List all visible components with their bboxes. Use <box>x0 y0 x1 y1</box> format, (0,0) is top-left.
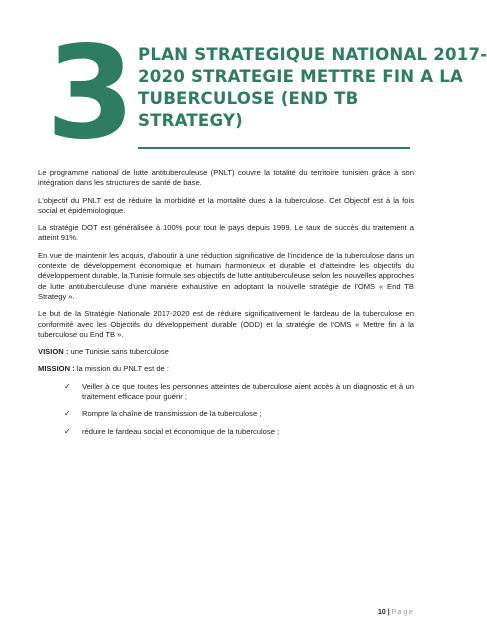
page-footer <box>378 609 414 616</box>
page-label: Page <box>391 609 414 616</box>
checklist-item <box>64 382 414 403</box>
footer-separator: | <box>387 609 390 616</box>
chapter-title <box>138 44 487 132</box>
document-body <box>38 168 414 444</box>
mission-line <box>38 364 414 374</box>
body-paragraph: L'objectif du PNLT est de réduire la morbidité et la mortalité dues à la tuberculose. Cet Objectif est à la fois social et épidémiologique. <box>38 195 414 215</box>
checklist-item-text: réduire le fardeau social et économique de la tuberculose ; <box>82 426 280 436</box>
checkmark-icon: ✓ <box>64 409 71 419</box>
mission-checklist <box>38 382 414 437</box>
checklist-item <box>64 427 414 437</box>
chapter-title-line: STRATEGY) <box>138 111 243 130</box>
vision-label: VISION : <box>38 347 69 357</box>
chapter-title-line: 2020 STRATEGIE METTRE FIN A LA <box>138 67 464 86</box>
title-underline <box>138 147 410 149</box>
checkmark-icon: ✓ <box>64 381 71 391</box>
chapter-number: 3 <box>46 19 132 168</box>
page-number: 10 <box>377 609 386 616</box>
chapter-title-line: PLAN STRATEGIQUE NATIONAL 2017- <box>138 45 487 64</box>
vision-line <box>38 347 414 357</box>
chapter-title-line: TUBERCULOSE (END TB <box>138 89 359 108</box>
body-paragraph: La stratégie DOT est généralisée à 100% pour tout le pays depuis 1999. Le taux de succès du traitement a atteint 91%. <box>38 223 414 243</box>
checkmark-icon: ✓ <box>64 426 71 436</box>
body-paragraph: Le but de la Stratégie Nationale 2017-2020 est de réduire significativement le fardeau de la tuberculose en conformité avec les Objectifs du développement durable (ODD) et la stratégie de l'OMS « Mettre fin à la tuberculose ou End TB ». <box>38 309 414 339</box>
body-paragraph: Le programme national de lutte antituberculeuse (PNLT) couvre la totalité du territoire tunisien grâce à son intégration dans les structures de santé de base. <box>38 168 414 188</box>
checklist-item-text: Rompre la chaîne de transmission de la tuberculose ; <box>82 409 262 419</box>
mission-label: MISSION : <box>38 364 75 374</box>
body-paragraph: En vue de maintenir les acquis, d'aboutir à une réduction significative de l'incidence de la tuberculose dans un contexte de développement économique et humain harmonieux et durable et d'atteindre les objectifs du développement durable, la Tunisie formule ses objectifs de lutte antituberculeuse selon les nouvelles approches de lutte antituberculeuse d'une manière exhaustive en adoptant la nouvelle stratégie de l'OMS « End TB Strategy ». <box>38 250 414 301</box>
mission-text: la mission du PNLT est de : <box>74 364 169 374</box>
checklist-item-text: Veiller à ce que toutes les personnes atteintes de tuberculose aient accès à un diagnostic et à un traitement efficace pour guérir ; <box>82 381 414 402</box>
checklist-item <box>64 409 414 419</box>
vision-text: une Tunisie sans tuberculose <box>68 347 169 357</box>
